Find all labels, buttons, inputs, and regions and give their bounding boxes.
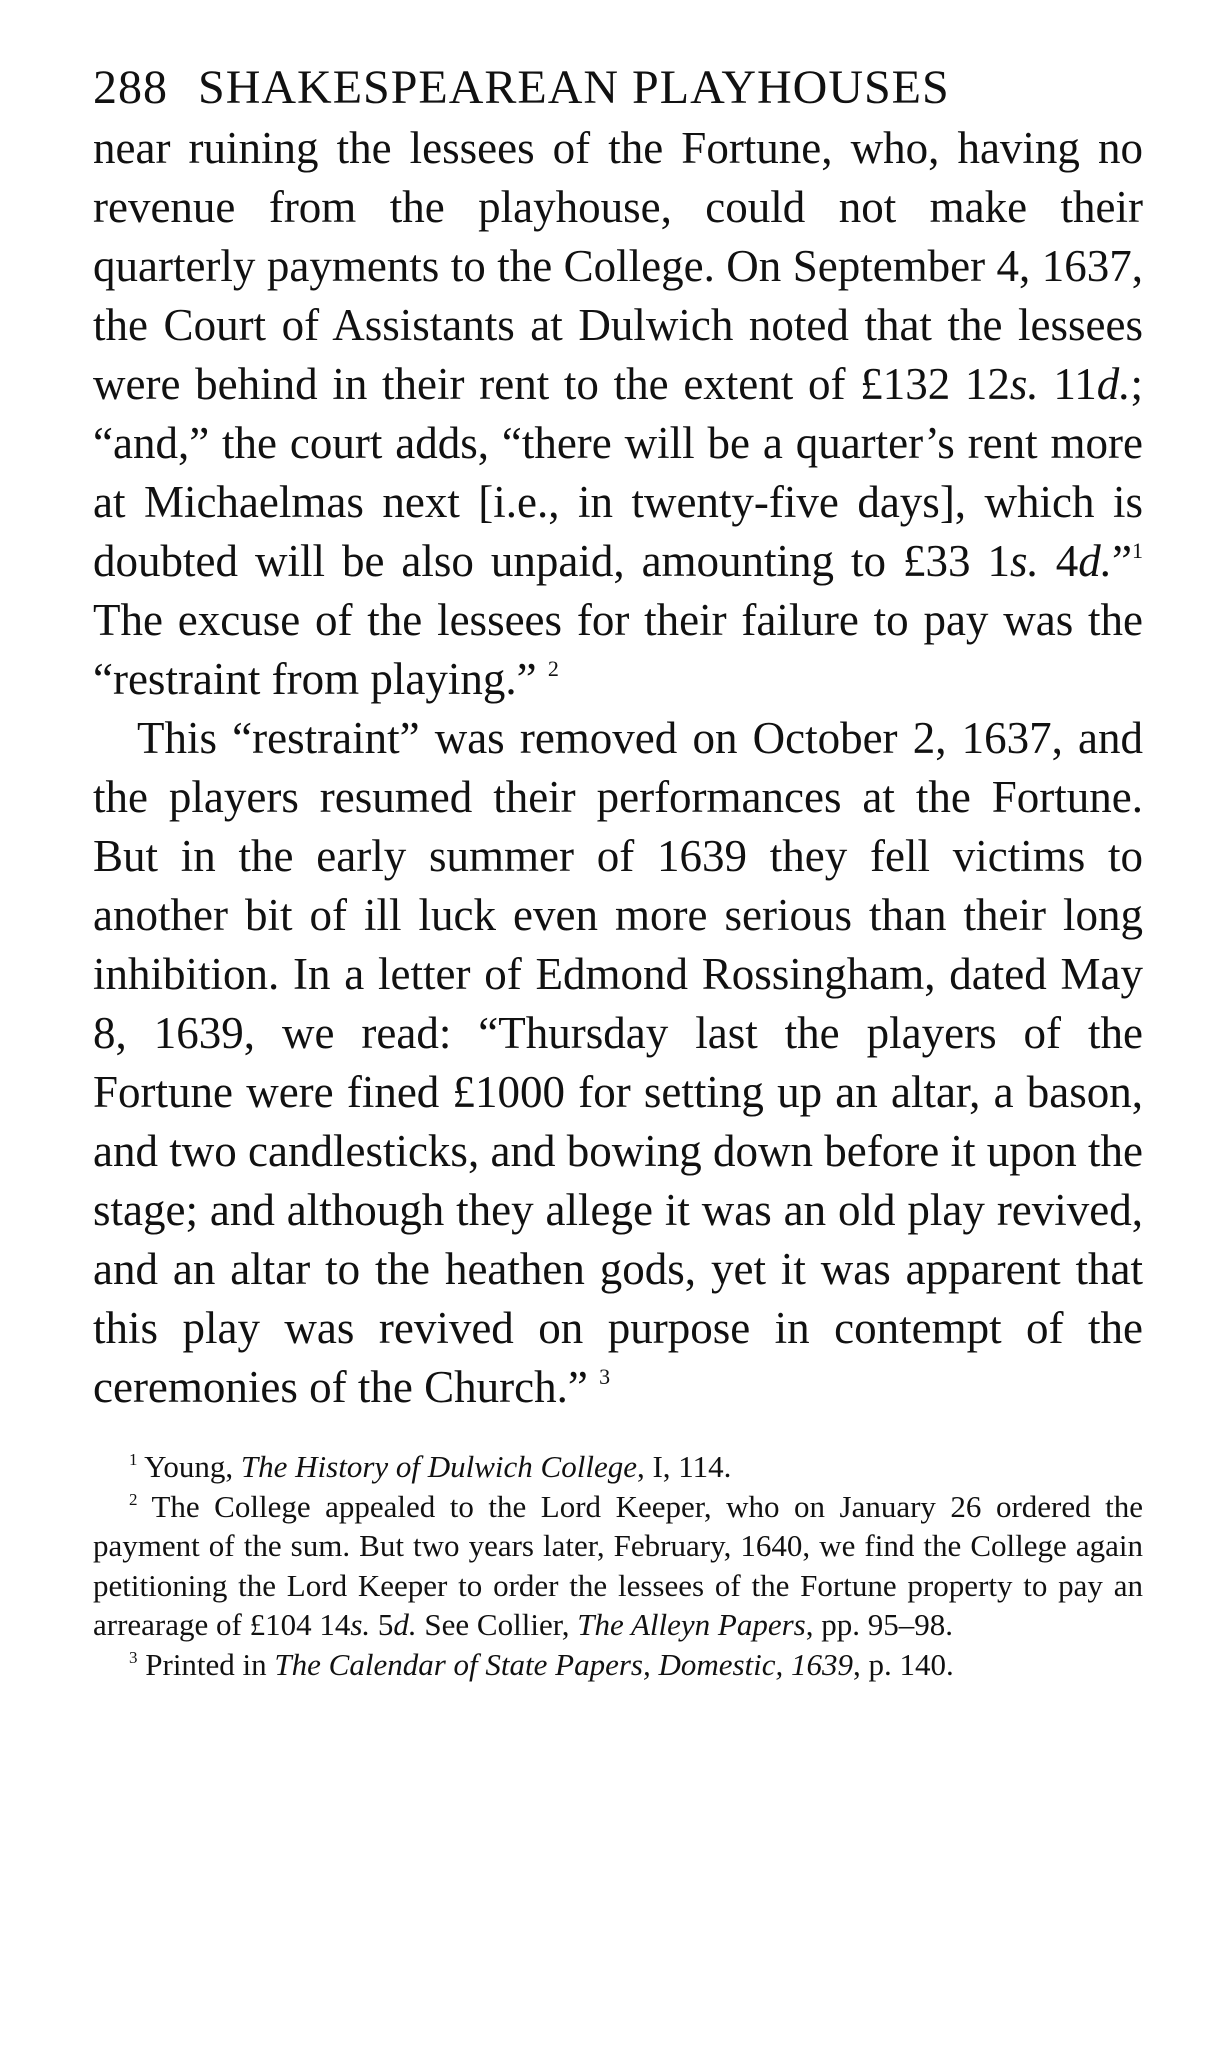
text-run: Young,	[137, 1449, 241, 1484]
text-run: near ruining the lessees of the Fortune, who, having no revenue from the playhouse, could not make their quarterly payments to the College. On September 4, 1637, the Court of Assistants at Dulwich noted that the lessees were behind in their rent to the extent of £132 12	[93, 123, 1143, 409]
main-text	[93, 119, 1143, 1417]
text-run: ; “and,” the court adds, “there will be a quarter’s rent more at Michaelmas next [i.e., in twenty-five days], which is doubted will be also unpaid, amounting to £33 1	[93, 359, 1143, 586]
footnote-2	[93, 1487, 1143, 1645]
footnote-marker: 3	[129, 1647, 138, 1667]
book-page	[93, 60, 1143, 1684]
text-run: , p. 140.	[853, 1646, 954, 1682]
italic-run: s.	[1009, 359, 1039, 409]
text-run: , pp. 95–98.	[805, 1607, 953, 1642]
page-header	[93, 60, 1143, 115]
paragraph-2	[93, 709, 1143, 1417]
italic-run: s.	[1010, 536, 1039, 586]
footnote-ref-3[interactable]: 3	[599, 1364, 611, 1389]
running-title: SHAKESPEAREAN PLAYHOUSES	[198, 61, 950, 114]
text-run: The College appealed to the Lord Keeper, who on January 26 ordered the payment of the sum. But two years later, February, 1640, we find the College again petitioning the Lord Keeper to order the lessees of the Fortune property to pay an arrearage of £104 14	[93, 1488, 1143, 1642]
text-run: 11	[1038, 359, 1097, 409]
text-run: 4	[1038, 536, 1079, 586]
page-number: 288	[93, 61, 168, 114]
text-run: , I, 114.	[636, 1449, 732, 1484]
italic-run: d.	[393, 1607, 417, 1642]
text-run: Printed in	[137, 1646, 275, 1682]
footnote-ref-1[interactable]: 1	[1132, 538, 1143, 563]
italic-run: The Calendar of State Papers, Domestic, 1639	[274, 1646, 854, 1682]
text-run: ”	[1112, 536, 1132, 586]
italic-run: d.	[1078, 536, 1113, 586]
footnote-1	[93, 1447, 1143, 1487]
text-run: See Collier,	[416, 1607, 578, 1642]
footnote-3	[93, 1645, 1143, 1685]
text-run: The excuse of the lessees for their failure to pay was the “restraint from playing.”	[93, 595, 1143, 704]
italic-run: s.	[350, 1607, 371, 1642]
footnotes	[93, 1447, 1143, 1684]
footnote-marker: 1	[129, 1450, 138, 1469]
italic-run: The History of Dulwich College	[240, 1449, 637, 1484]
text-run: This “restraint” was removed on October 2, 1637, and the players resumed their performances at the Fortune. But in the early summer of 1639 they fell victims to another bit of ill luck even more serious than their long inhibition. In a letter of Edmond Rossingham, dated May 8, 1639, we read: “Thursday last the players of the Fortune were fined £1000 for setting up an altar, a bason, and two candlesticks, and bowing down before it upon the stage; and although they allege it was an old play revived, and an altar to the heathen gods, yet it was apparent that this play was revived on purpose in contempt of the ceremonies of the Church.”	[93, 713, 1143, 1412]
italic-run: d.	[1096, 359, 1131, 409]
footnote-ref-2[interactable]: 2	[547, 656, 559, 681]
italic-run: The Alleyn Papers	[577, 1607, 806, 1642]
text-run: 5	[370, 1607, 394, 1642]
footnote-marker: 2	[129, 1489, 138, 1509]
paragraph-1	[93, 119, 1143, 709]
